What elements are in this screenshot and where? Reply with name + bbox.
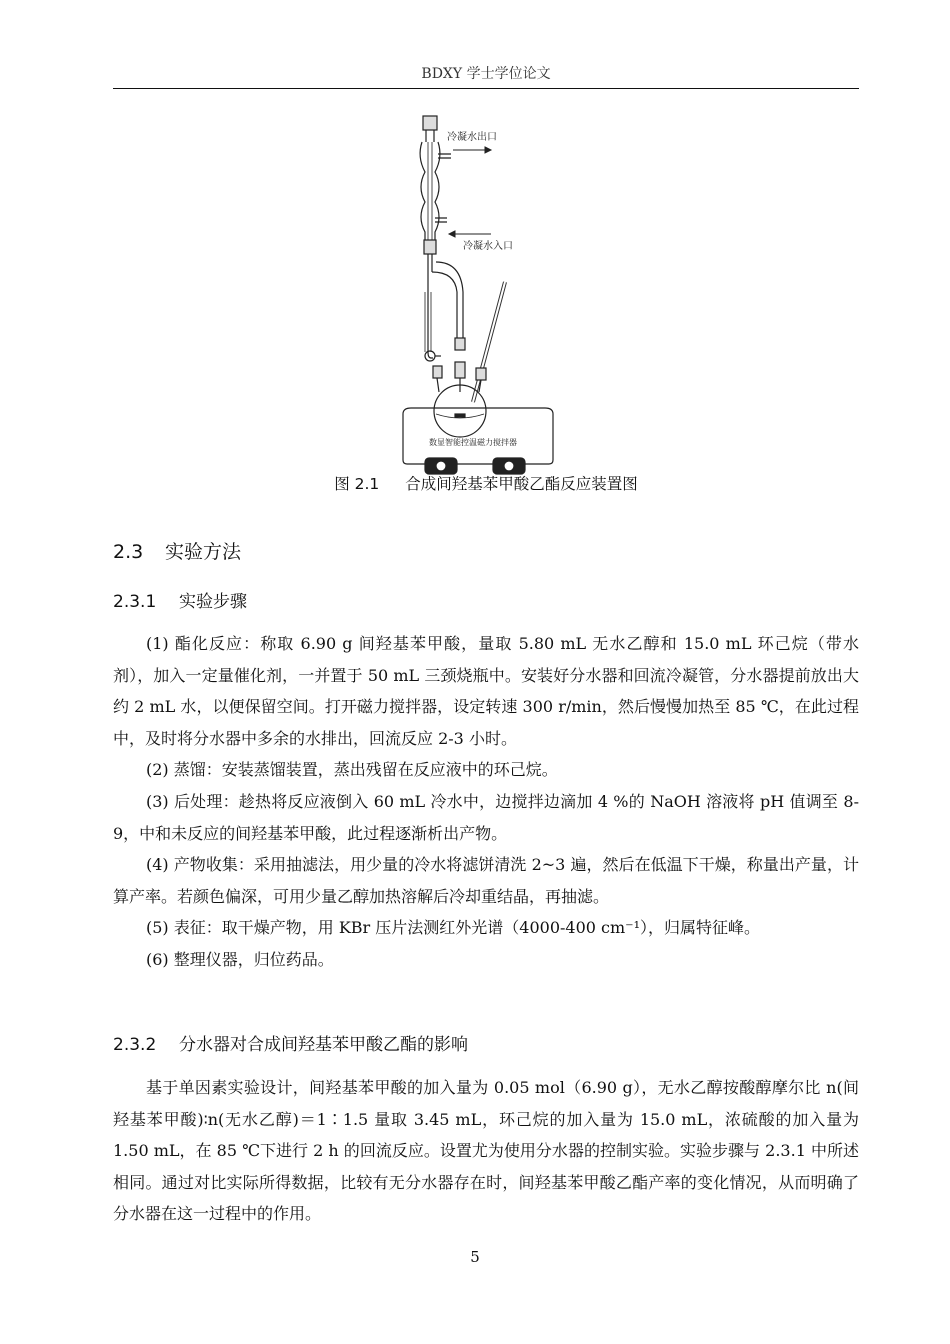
section-heading bbox=[113, 539, 241, 565]
section-title: 实验方法 bbox=[165, 541, 242, 563]
subsection-heading-1 bbox=[113, 590, 247, 614]
paragraph: 基于单因素实验设计，间羟基苯甲酸的加入量为 0.05 mol（6.90 g），无水乙醇按酸醇摩尔比 n(间羟基苯甲酸)∶n(无水乙醇)＝1∶1.5 量取 3.45 mL，环己烷的加入量为 15.0 mL，浓硫酸的加入量为 1.50 mL，在 85 ℃下进行 2 h 的回流反应。设置尤为使用分水器的控制实验。实验步骤与 2.3.1 中所述相同。通过对比实际所得数据，比较有无分水器存在时，间羟基苯甲酸乙酯产率的变化情况，从而明确了分水器在这一过程中的作用。 bbox=[113, 1078, 859, 1224]
subsection-number-2: 2.3.2 bbox=[113, 1035, 157, 1055]
paragraph: (3) 后处理：趁热将反应液倒入 60 mL 冷水中，边搅拌边滴加 4 %的 NaOH 溶液将 pH 值调至 8-9，中和未反应的间羟基苯甲酸，此过程逐渐析出产物。 bbox=[113, 791, 859, 843]
paragraph: (4) 产物收集：采用抽滤法，用少量的冷水将滤饼清洗 2~3 遍，然后在低温下干燥，称量出产量，计算产率。若颜色偏深，可用少量乙醇加热溶解后冷却重结晶，再抽滤。 bbox=[113, 855, 859, 906]
paragraph: (2) 蒸馏：安装蒸馏装置，蒸出残留在反应液中的环己烷。 bbox=[146, 760, 558, 780]
subsection-body-2 bbox=[113, 1072, 859, 1230]
figure-caption-number: 图 2.1 bbox=[334, 475, 380, 493]
subsection-title-2: 分水器对合成间羟基苯甲酸乙酯的影响 bbox=[179, 1035, 468, 1055]
page-number: 5 bbox=[470, 1248, 480, 1266]
figure-caption bbox=[113, 473, 859, 495]
subsection-title-1: 实验步骤 bbox=[179, 592, 247, 612]
paragraph: (6) 整理仪器，归位药品。 bbox=[146, 949, 334, 969]
page-header: BDXY 学士学位论文 bbox=[421, 66, 551, 82]
subsection-heading-2 bbox=[113, 1033, 468, 1057]
paragraph: (5) 表征：取干燥产物，用 KBr 压片法测红外光谱（4000-400 cm⁻¹），归属特征峰。 bbox=[146, 918, 761, 938]
figure-caption-text: 合成间羟基苯甲酸乙酯反应装置图 bbox=[405, 475, 638, 493]
reaction-apparatus-figure bbox=[395, 112, 565, 484]
condenser-inlet-label: 冷凝水入口 bbox=[463, 241, 513, 252]
subsection-body-1 bbox=[113, 628, 859, 976]
paragraph: (1) 酯化反应：称取 6.90 g 间羟基苯甲酸，量取 5.80 mL 无水乙醇和 15.0 mL 环己烷（带水剂），加入一定量催化剂，一并置于 50 mL 三颈烧瓶中。安装好分水器和回流冷凝管，分水器提前放出大约 2 mL 水，以便保留空间。打开磁力搅拌器，设定转速 300 r/min，然后慢慢加热至 85 ℃，在此过程中，及时将分水器中多余的水排出，回流反应 2-3 小时。 bbox=[113, 634, 859, 748]
subsection-number-1: 2.3.1 bbox=[113, 592, 157, 612]
condenser-outlet-label: 冷凝水出口 bbox=[447, 132, 497, 143]
section-number: 2.3 bbox=[113, 541, 144, 563]
header-rule bbox=[113, 88, 859, 89]
stirrer-label: 数显智能控温磁力搅拌器 bbox=[429, 438, 517, 447]
